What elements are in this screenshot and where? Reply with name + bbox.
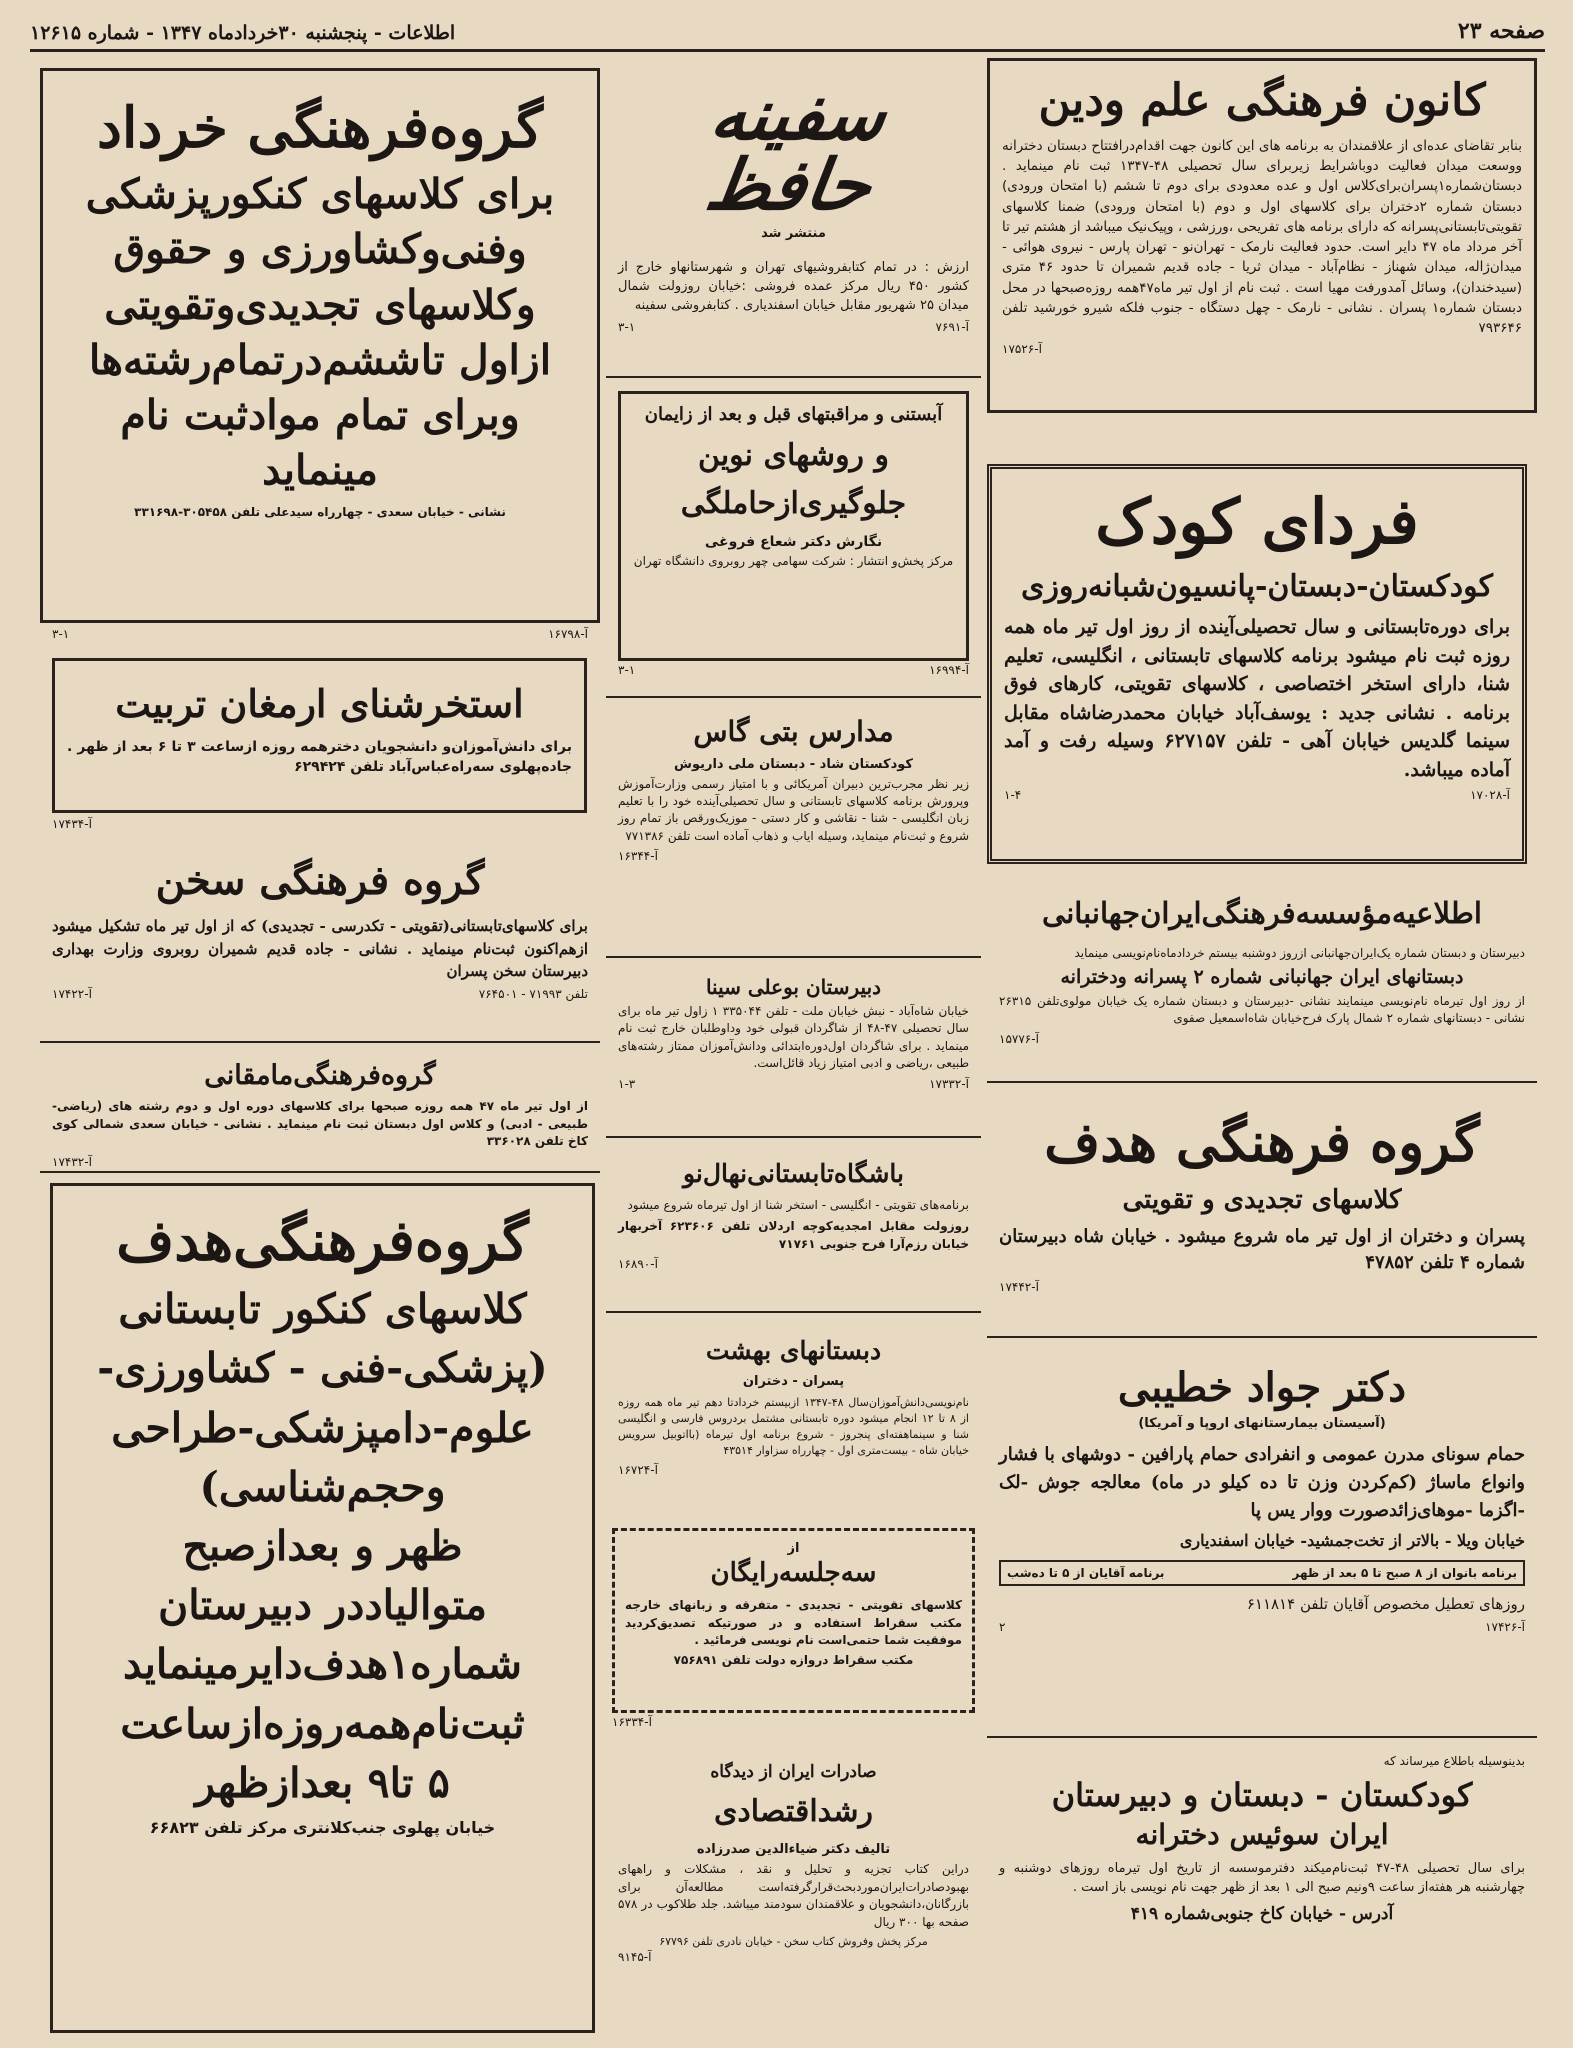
khordad-line-1: برای کلاسهای کنکورپزشکی (85, 170, 555, 219)
hadaf-title: گروه فرهنگی هدف (1044, 1110, 1480, 1174)
sahm-box (612, 1528, 975, 1713)
armaghan-codes (40, 813, 600, 843)
bualisina-body: خیابان شاه‌آباد - نبش خیابان ملت - تلفن ۳۳۵۰۴۴ ۱ زاول تیر ماه برای سال تحصیلی ۴۷-۴۸ از شاگردان قبولی خود وداوطلبان خارج ثبت نام مینماید . برای شاگردان اول‌دوره‌ابتدائی ودانش‌آموزان ممتاز رشته‌های طبیعی ،ریاضی و ادبی امتیاز زیاد قائل‌است. (618, 1004, 969, 1071)
khordad-line-2: وفنی‌وکشاورزی و حقوق (113, 225, 527, 274)
ad-kanoon (987, 58, 1537, 413)
exports-author: تالیف دکتر ضیاءالدین صدرزاده (696, 1842, 891, 1858)
ad-swiss (987, 1746, 1537, 2036)
ad-bualisina (606, 963, 981, 1138)
ad-khordad (40, 68, 600, 623)
khordad-codes (40, 623, 600, 653)
jahanbani-code: آ-۱۵۷۷۶ (999, 1031, 1039, 1046)
swiss-body: برای سال تحصیلی ۴۸-۴۷ ثبت‌نام‌میکند دفترموسسه از تاریخ اول تیرماه روزهای دوشنبه و چهارشنبه هر هفته‌از ساعت ۹ونیم صبح الی ۱ بعد از ظهر جهت نام نویسی باز است . (999, 1860, 1525, 1895)
hadaf2-line-8: ثبت‌نام‌همه‌روزه‌ازساعت (120, 1699, 525, 1748)
sahm-title: سه‌جلسه‌رایگان (710, 1558, 877, 1588)
sokhan-code-row (52, 987, 588, 1001)
safineh-logo: سفینه حافظ (700, 73, 892, 226)
nahalno-code: آ-۱۶۸۹۰ (618, 1257, 658, 1272)
khordad-line-5: وبرای تمام موادثبت نام (120, 390, 520, 439)
nahalno-body: برنامه‌های تقویتی - انگلیسی - استخر شنا از اول تیرماه شروع میشود (627, 1198, 969, 1212)
jahanbani-line3: از روز اول تیرماه نام‌نویسی مینمایند نشانی -دبیرستان و دبستان شماره یک خیابان مولوی‌تلفن ۲۶۳۱۵ نشانی - دبستانهای شماره ۲ شمال پارک فرح‌خیابان شاه‌اسمعیل صفوی (999, 993, 1525, 1026)
swiss-title: کودکستان - دبستان و دبیرستان (1051, 1776, 1473, 1814)
ad-khatibi (987, 1348, 1537, 1738)
khatibi-subtitle: (آسیستان بیمارستانهای اروپا و آمریکا) (1138, 1416, 1386, 1431)
hadaf2-line-6: متوالیاددر دبیرستان (158, 1581, 487, 1630)
farda-code2: ۱-۴ (1004, 788, 1022, 803)
khatibi-code2: ۲ (999, 1619, 1006, 1634)
ad-hadaf (987, 1088, 1537, 1338)
ad-mamaghani (40, 1048, 600, 1173)
khordad-line-6: مینماید (262, 446, 378, 495)
bualisina-code2: ۱-۳ (618, 1076, 636, 1091)
kanoon-body: بنابر تقاضای عده‌ای از علاقمندان به برنامه های این کانون جهت اقدام‌درافتتاح دبستان دخترانه ووسعت میدان فعالیت دوباشرایط زیربرای سال تحصیلی ۴۸-۱۳۴۷ ثبت نام مینماید . دبستان‌شماره۱پسران‌برای‌کلاس اول و عده معدودی برای دوم تا ششم (با امتحان ورودی) دبستان شماره ۲دختران برای کلاسهای اول و دوم (با امتحان ورودی) ضمنا کلاسهای تقویتی‌تابستانی‌پسرانه که دارای برنامه های تفریحی ،ورزشی ، وپیک‌نیک میباشد از هشتم تیر تا آخر مرداد ماه ۴۷ دایر است. حدود فعالیت نارمک - تهران‌نو - تهران پارس - نیروی هوائی - میدان‌ژاله، میدان شهناز - نظام‌آباد - میدان ثریا - جاده قدیم شمیران تا حدود ۴۶ متری (سیدخندان)، وسائل آمدورفت‌ مهیا است . ثبت نام از اول تیر ماه۴۷همه روزه‌صبحها در محل دبستان شماره۱ پسران . نشانی - نارمک - چهل دستگاه - جنوب فلکه شیرو خورشید تلفن ۷۹۳۶۴۶ (1002, 137, 1523, 337)
armaghan-code: آ-۱۷۴۳۴ (52, 817, 92, 831)
pregnancy-box (618, 391, 969, 661)
khatibi-hours-women: برنامه بانوان از ۸ صبح تا ۵ بعد از ظهر (1292, 1565, 1517, 1580)
khordad-code-row (52, 627, 588, 641)
betty-title: مدارس بتی گاس (693, 715, 894, 748)
bualisina-code (618, 1077, 969, 1091)
khordad-code2: ۳-۱ (52, 627, 70, 641)
khatibi-hours (999, 1560, 1525, 1586)
swiss-address: آدرس - خیابان کاخ جنوبی‌شماره ۴۱۹ (1130, 1903, 1394, 1924)
kanoon-title: کانون فرهنگی علم ودین (1038, 75, 1486, 126)
kanoon-code: آ-۱۷۵۲۶ (1002, 342, 1042, 357)
ad-farda (987, 464, 1527, 864)
sahm-body: کلاسهای تقویتی - تجدیدی - متفرقه و زبانهای خارجه مکتب سقراط استفاده و در صورتیکه تصدیق‌کردید موفقیت شما حتمی‌است نام نویسی فرمائید . (625, 1598, 962, 1647)
behesht-code: آ-۱۶۷۲۴ (618, 1462, 658, 1477)
betty-body: زیر نظر مجرب‌ترین دبیران آمریکائی و با امتیاز رسمی وزارت‌آموزش وپرورش برنامه کلاسهای تابستانی و سال تحصیلی‌آینده خود را با تعلیم زبان انگلیسی - شنا - نقاشی و کار دستی - موزیک‌ورقص باز تمام روز شروع و ثبت‌نام مینماید، وسیله ایاب و ذهاب آماده است تلفن ۷۷۱۳۸۶ (618, 776, 969, 843)
jahanbani-line1: دبیرستان و دبستان شماره یک‌ایران‌جهانبانی ازروز دوشنبه بیستم خردادماه‌نام‌نویسی مینماید (1074, 945, 1525, 960)
sokhan-code: آ-۱۷۴۲۲ (52, 986, 92, 1001)
nahalno-title: باشگاه‌تابستانی‌نهال‌نو (683, 1159, 904, 1188)
farda-code (1004, 788, 1510, 802)
mamaghani-body: از اول تیر ماه ۴۷ همه روزه صبحها برای کلاسهای دوره اول و دوم رشته های (ریاضی- طبیعی - ادبی) و کلاس اول دبستان ثبت نام مینماید . نشانی - خیابان سعدی شمالی کوی کاخ تلفن ۳۳۶۰۲۸ (52, 1099, 588, 1149)
page-number: صفحه ۲۳ (1457, 18, 1545, 44)
sahm-from: از (787, 1541, 800, 1556)
betty-code: آ-۱۶۳۴۴ (618, 849, 658, 864)
issue-info: اطلاعات - پنجشنبه ۳۰خردادماه ۱۳۴۷ - شماره ۱۲۶۱۵ (30, 22, 456, 44)
hadaf2-line-9: ۵ تا۹ بعدازظهر (195, 1758, 450, 1807)
ad-hadaf2 (50, 1183, 595, 2033)
behesht-title: دبستانهای بهشت (705, 1336, 882, 1365)
safineh-logo-wrap (618, 73, 969, 241)
bualisina-code1: آ-۱۷۳۳۲ (929, 1076, 969, 1091)
ad-exports (606, 1748, 981, 2038)
sahm-code: آ-۱۶۳۳۴ (612, 1715, 652, 1729)
behesht-body: نام‌نویسی‌دانش‌آموزان‌سال ۴۸-۱۳۴۷ ازبیستم خردادتا دهم تیر ماه همه روزه از ۸ تا ۱۲ انجام میشود دوره تابستانی مشتمل بردروس فارسی و انگلیسی شنا و سینماهفته‌ای پنجروز - شروع برنامه اول تیرماه (بااتوبیل سرویس خیابان شاه - بیست‌متری اول - چهارراه سزاوار ۴۳۵۱۴ (618, 1396, 969, 1457)
pregnancy-code2: ۳-۱ (618, 663, 636, 677)
exports-code: آ-۹۱۴۵ (618, 1949, 652, 1964)
hadaf2-address: خیابان پهلوی جنب‌کلانتری مرکز تلفن ۶۶۸۲۳ (149, 1817, 496, 1837)
ad-betty (606, 703, 981, 958)
ad-pregnancy (606, 383, 981, 698)
exports-body: دراین کتاب تجزیه و تحلیل و نقد ، مشکلات و راههای بهبودصادرات‌ایران‌موردبحث‌قرارگرفته‌است مطالعه‌آن برای بازرگانان،دانشجویان و علاقمندان سودمند میباشد. جلد طلاکوب در ۵۷۸ صفحه بها ۳۰۰ ریال (618, 1862, 969, 1929)
hadaf2-line-7: شماره۱هدف‌دایرمینماید (122, 1640, 523, 1689)
ad-armaghan (52, 658, 587, 813)
pregnancy-dist: مرکز پخش‌و انتشار : شرکت سهامی چهر روبروی دانشگاه تهران (633, 553, 954, 568)
ad-safineh (606, 58, 981, 378)
pregnancy-line3: جلوگیری‌ازحاملگی (680, 485, 907, 521)
ad-sokhan (40, 843, 600, 1043)
pregnancy-line2: و روشهای نوین (698, 437, 889, 473)
ad-nahalno (606, 1143, 981, 1313)
khordad-line-3: وکلاسهای تجدیدی‌وتقویتی (104, 280, 536, 329)
swiss-subtitle: ایران سوئیس دخترانه (1135, 1818, 1389, 1852)
khatibi-body: حمام سونای مدرن عمومی و انفرادی حمام پارافین - دوشهای با فشار وانواع ماساژ (کم‌کردن وزن تا ده کیلو در ماه) معالجه جوش -لک -اگزما -موهای‌زائدصورت ووار یس پا (999, 1444, 1525, 1521)
khatibi-code (999, 1620, 1525, 1634)
safineh-body: ارزش : در تمام کتابفروشیهای تهران و شهرستانهاو خارج از کشور ۴۵۰ ریال مرکز عمده فروشی :خیابان روزولت شمال میدان ۲۵ شهریور مقابل خیابان اسفندیاری . کتابفروشی سفینه (618, 260, 969, 313)
betty-names: کودکستان شاد - دبستان ملی داریوش (674, 756, 913, 772)
pregnancy-code1: آ-۱۶۹۹۴ (929, 663, 969, 677)
hadaf2-line-5: ظهر و بعدازصبح (182, 1521, 463, 1570)
khatibi-address: خیابان ویلا - بالاتر از تخت‌جمشید- خیابان اسفندیاری (1179, 1530, 1525, 1550)
mamaghani-title: گروه‌فرهنگی‌مامقانی (204, 1060, 436, 1091)
safineh-code (618, 320, 969, 334)
sokhan-phone: تلفن ۷۱۹۹۳ - ۷۶۴۵۰۱ (478, 986, 588, 1001)
ad-behesht (606, 1318, 981, 1518)
jahanbani-line2: دبستانهای ایران جهانبانی شماره ۲ پسرانه ودخترانه (1060, 966, 1464, 989)
exports-dist: مرکز پخش وفروش کتاب سخن - خیابان نادری تلفن ۶۷۷۹۶ (659, 1934, 928, 1948)
armaghan-body: برای دانش‌آموزان‌و دانشجویان دخترهمه روزه ازساعت ۳ تا ۶ بعد از ظهر . جاده‌پهلوی سه‌راه‌عباس‌آباد تلفن ۶۲۹۴۲۴ (67, 738, 572, 775)
exports-line1: صادرات ایران از دیدگاه (710, 1762, 877, 1782)
hadaf2-line-4: وحجم‌شناسی) (199, 1462, 446, 1511)
ad-sahm (606, 1528, 981, 1743)
hadaf2-line-3: علوم-دامپزشکی-طراحی (111, 1403, 534, 1452)
khatibi-title: دکتر جواد خطیبی (1117, 1364, 1407, 1411)
behesht-subtitle: پسران - دختران (742, 1374, 845, 1389)
pregnancy-code (618, 663, 969, 677)
safineh-code1: آ-۷۶۹۱ (935, 319, 969, 334)
hadaf2-line-2: (پزشکی-فنی - کشاورزی- (97, 1344, 548, 1393)
exports-title: رشداقتصادی (713, 1794, 874, 1830)
sokhan-title: گروه فرهنگی سخن (155, 857, 485, 904)
swiss-intro: بدینوسیله باطلاع میرساند که (1383, 1754, 1525, 1768)
sokhan-body: برای کلاسهای‌تابستانی(تقویتی - تکدرسی - تجدیدی) که از اول تیر ماه تشکیل میشود ازهم‌اکنون ثبت‌نام مینماید . نشانی - جاده قدیم شمیران روبروی وزارت بهداری دبیرستان سخن پسران (52, 917, 588, 980)
khordad-line-4: ازاول تاششم‌درتمام‌رشته‌ها (88, 335, 552, 384)
mamaghani-code: آ-۱۷۴۳۲ (52, 1154, 92, 1169)
hadaf2-title: گروه‌فرهنگی‌هدف (116, 1208, 529, 1274)
pregnancy-author: نگارش دکتر شعاع فروغی (704, 533, 883, 550)
nahalno-address: روزولت مقابل امجدیه‌کوچه اردلان تلفن ۶۲۳۶۰۶ آخربهار خیابان رزم‌آرا فرح جنوبی ۷۱۷۶۱ (618, 1219, 969, 1251)
khordad-title: گروه‌فرهنگی خرداد (96, 95, 544, 161)
khordad-address: نشانی - خیابان سعدی - چهارراه سیدعلی تلفن ۳۰۵۴۵۸-۳۳۱۶۹۸ (134, 505, 506, 520)
khatibi-closing: روزهای تعطیل مخصوص آقایان تلفن ۶۱۱۸۱۴ (1246, 1594, 1525, 1613)
hadaf-body: پسران و دختران از اول تیر ماه شروع میشود . خیابان شاه دبیرستان شماره ۴ تلفن ۴۷۸۵۲ (999, 1225, 1525, 1274)
bualisina-title: دبیرستان بوعلی سینا (705, 975, 882, 999)
khatibi-code1: آ-۱۷۴۲۶ (1485, 1619, 1525, 1634)
page-header (30, 16, 1545, 52)
khatibi-hours-men: برنامه آقایان از ۵ تا ده‌شب (1007, 1565, 1165, 1580)
hadaf-subtitle: کلاسهای تجدیدی و تقویتی (1122, 1184, 1402, 1215)
pregnancy-line1: آبستنی و مراقبتهای قبل و بعد از زایمان (644, 404, 943, 425)
farda-title: فردای کودک (1095, 485, 1419, 558)
hadaf-code: آ-۱۷۴۴۲ (999, 1280, 1039, 1295)
sahm-address: مکتب سقراط دروازه دولت تلفن ۷۵۶۸۹۱ (673, 1653, 914, 1668)
safineh-published: منتشر شد (761, 226, 826, 241)
armaghan-title: استخرشنای ارمغان تربیت (115, 681, 524, 726)
jahanbani-title: اطلاعیه‌مؤسسه‌فرهنگی‌ایران‌جهانبانی (1042, 896, 1482, 930)
khordad-code1: آ-۱۶۷۹۸ (548, 627, 588, 641)
safineh-code2: ۳-۱ (618, 319, 636, 334)
ad-jahanbani (987, 878, 1537, 1083)
farda-subtitle: کودکستان-دبستان-پانسیون‌شبانه‌روزی (1021, 569, 1493, 605)
farda-code1: آ-۱۷۰۲۸ (1470, 788, 1510, 803)
farda-body: برای دوره‌تابستانی و سال تحصیلی‌آینده از روز اول تیر ماه همه روزه ثبت نام میشود برنامه کلاسهای تابستانی ، انگلیسی، تعلیم شنا، دارای استخر اختصاصی ، کلاسهای تقویتی، کارهای فوق برنامه . نشانی جدید : یوسف‌آباد خیابان محمدرضاشاه مقابل سینما گلدیس خیابان آهی - تلفن ۶۲۷۱۵۷ وسیله رفت و آمد آماده میباشد. (1004, 616, 1510, 781)
hadaf2-line-1: کلاسهای کنکور تابستانی (118, 1285, 527, 1334)
